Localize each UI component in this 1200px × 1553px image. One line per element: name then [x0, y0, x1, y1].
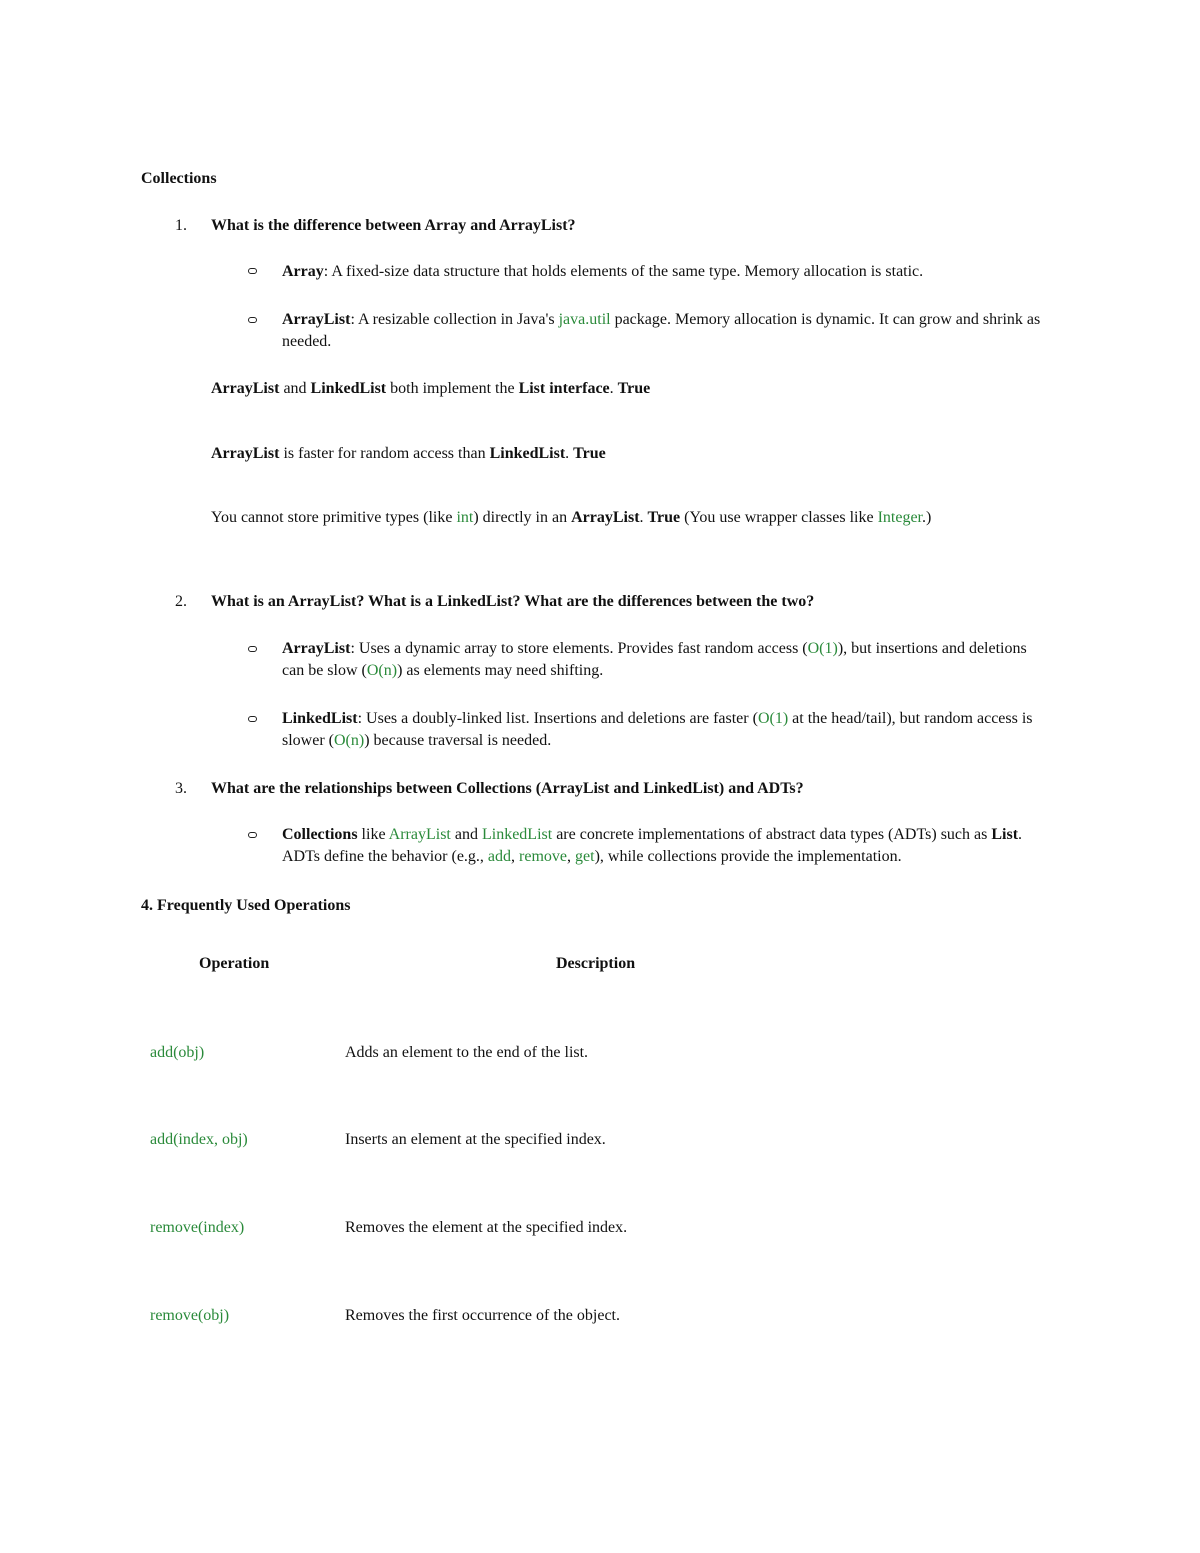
term: ArrayList	[282, 640, 351, 657]
bullet-icon	[248, 832, 257, 838]
description-text: like	[357, 826, 389, 843]
description-text: : Uses a dynamic array to store elements. Provides fast random access (	[350, 640, 808, 657]
statement-text: .	[609, 380, 618, 397]
term: ArrayList	[211, 445, 280, 462]
description-text: ,	[567, 848, 576, 865]
section-4-title: 4. Frequently Used Operations	[141, 897, 351, 914]
definition-text: : A resizable collection in Java's	[350, 311, 559, 328]
description-text: are concrete implementations of abstract data types (ADTs) such as	[552, 826, 992, 843]
question-number: 1.	[175, 217, 187, 234]
statement-text: both implement the	[386, 380, 519, 397]
operation-cell: remove(index)	[150, 1219, 245, 1236]
question-number: 2.	[175, 593, 187, 610]
term: List	[991, 826, 1019, 843]
question-3-title: What are the relationships between Collections (ArrayList and LinkedList) and ADTs?	[211, 780, 804, 797]
question-2-title: What is an ArrayList? What is a LinkedList? What are the differences between the two?	[211, 593, 815, 610]
term: LinkedList	[282, 710, 358, 727]
description-text: : Uses a doubly-linked list. Insertions and deletions are faster (	[357, 710, 758, 727]
description-cell: Adds an element to the end of the list.	[345, 1044, 589, 1061]
arraylist-definition	[282, 309, 1072, 353]
statement-1	[211, 378, 650, 400]
statement-text: (You use wrapper classes like	[680, 509, 878, 526]
array-definition	[282, 261, 923, 283]
bullet-icon	[248, 268, 257, 274]
term: LinkedList	[489, 445, 566, 462]
statement-2	[211, 443, 606, 465]
statement-text: ) directly in an	[473, 509, 572, 526]
description-cell: Removes the element at the specified index.	[345, 1219, 628, 1236]
description-text: at the head/tail), but random access is slower (	[282, 710, 1033, 749]
code-term: remove	[519, 848, 568, 865]
code-term: java.util	[558, 311, 611, 328]
operation-cell: remove(obj)	[150, 1307, 230, 1324]
question-1-title: What is the difference between Array and ArrayList?	[211, 217, 576, 234]
arraylist-description	[282, 638, 1052, 682]
statement-text: .	[565, 445, 574, 462]
bullet-icon	[248, 646, 257, 652]
description-cell: Inserts an element at the specified index.	[345, 1131, 606, 1148]
term: ArrayList	[282, 311, 351, 328]
collections-description	[282, 824, 1057, 868]
statement-text: .)	[922, 509, 932, 526]
term: ArrayList	[211, 380, 280, 397]
term: Array	[282, 263, 324, 280]
answer: True	[617, 380, 651, 397]
bullet-icon	[248, 317, 257, 323]
description-text: and	[450, 826, 482, 843]
code-term: Integer	[877, 509, 922, 526]
code-term: ArrayList	[388, 826, 451, 843]
description-text: ) as elements may need shifting.	[397, 662, 604, 679]
answer: True	[647, 509, 681, 526]
code-term: get	[575, 848, 595, 865]
question-number: 3.	[175, 780, 187, 797]
bullet-icon	[248, 716, 257, 722]
statement-text: You cannot store primitive types (like	[211, 509, 457, 526]
statement-text: is faster for random access than	[279, 445, 490, 462]
statement-text: and	[279, 380, 311, 397]
description-text: ), but insertions and deletions can be slow (	[282, 640, 1027, 679]
statement-3	[211, 507, 931, 529]
code-term: O(1)	[757, 710, 789, 727]
code-term: O(1)	[807, 640, 838, 657]
code-term: O(n)	[333, 732, 365, 749]
code-term: int	[456, 509, 474, 526]
linkedlist-description	[282, 708, 1052, 752]
term: Collections	[282, 826, 358, 843]
description-text: ,	[511, 848, 520, 865]
description-text: ) because traversal is needed.	[364, 732, 552, 749]
code-term: add	[487, 848, 512, 865]
operation-cell: add(obj)	[150, 1044, 205, 1061]
code-term: O(n)	[366, 662, 398, 679]
definition-text: : A fixed-size data structure that holds elements of the same type. Memory allocation is static.	[323, 263, 924, 280]
page-title: Collections	[141, 170, 217, 187]
code-term: LinkedList	[481, 826, 553, 843]
answer: True	[573, 445, 606, 462]
table-header-description: Description	[556, 955, 636, 972]
term: List interface	[518, 380, 610, 397]
statement-text: .	[639, 509, 648, 526]
description-cell: Removes the first occurrence of the object.	[345, 1307, 620, 1324]
table-header-operation: Operation	[199, 955, 270, 972]
description-text: ), while collections provide the implementation.	[594, 848, 902, 865]
term: LinkedList	[310, 380, 387, 397]
term: ArrayList	[571, 509, 640, 526]
definition-text: package. Memory allocation is dynamic. It can grow and shrink as needed.	[282, 311, 1041, 350]
description-text: . ADTs define the behavior (e.g.,	[282, 826, 1023, 865]
operation-cell: add(index, obj)	[150, 1131, 248, 1148]
